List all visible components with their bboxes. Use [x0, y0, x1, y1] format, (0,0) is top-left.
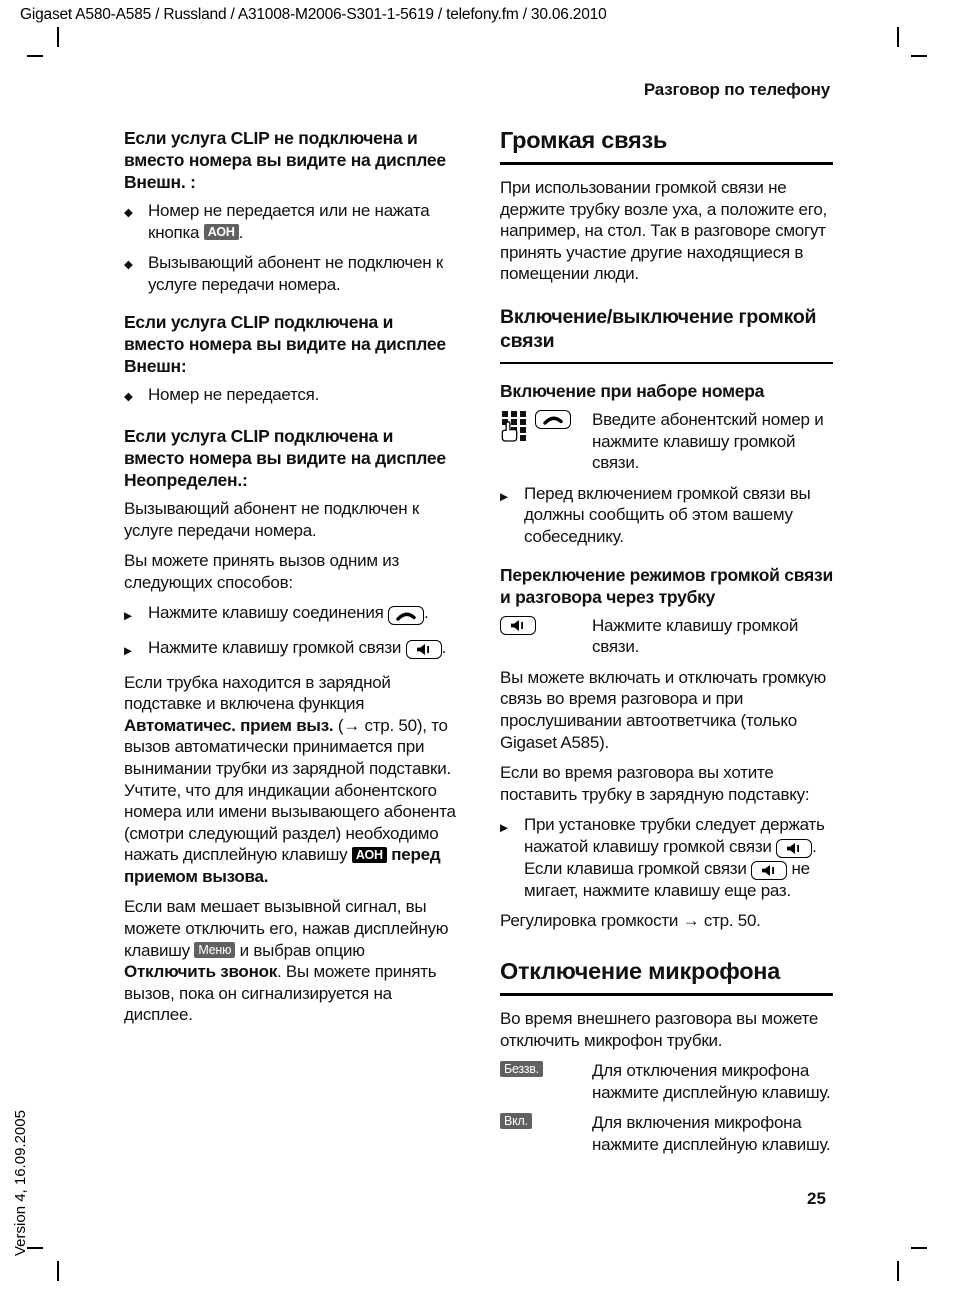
crop-mark [911, 1247, 927, 1249]
instruction-row [500, 615, 833, 658]
step-text: Перед включением громкой связи вы должны сообщить об этом вашему собеседнику. [524, 483, 811, 546]
paragraph: Вызывающий абонент не подключен к услуге передачи номера. [124, 498, 420, 540]
list-item-text: Номер не передается или не нажата кнопка АОН . [148, 201, 430, 242]
instruction-text: Введите абонентский номер и нажмите клавишу громкой связи. [592, 409, 824, 473]
paragraph-auto-answer: Если трубка находится в зарядной подставке и включена функция Автоматичес. прием выз. (→ стр. 50), то вызов автоматически принимается при вынимании трубки из зарядной подставки. Учтите, что для индикации абонентского номера или имени вызывающего абонента (смотри следующий раздел) необходимо нажать дисплейную клавишу АОН перед приемом вызова. [124, 672, 456, 886]
step-item [500, 814, 833, 901]
heading-clip-not-enabled: Если услуга CLIP не подключена и вместо номера вы видите на дисплее Внешн. : [124, 128, 446, 192]
paragraph: Во время внешнего разговора вы можете отключить микрофон трубки. [500, 1009, 819, 1050]
section-title-speakerphone: Громкая связь [500, 127, 833, 165]
step-item [124, 602, 457, 628]
step-text: Нажмите клавишу громкой связи . [148, 637, 447, 657]
crop-mark [897, 1261, 899, 1281]
instruction-text: Нажмите клавишу громкой связи. [592, 615, 799, 657]
mute-softkey: Беззв. [500, 1061, 543, 1077]
heading-clip-enabled-extern: Если услуга CLIP подключена и вместо номера вы видите на дисплее Внешн: [124, 312, 446, 377]
paragraph-ring-off: Если вам мешает вызывной сигнал, вы можете отключить его, нажав дисплейную клавишу Меню и выбрав опцию Отключить звонок. Вы можете принять вызов, пока он сигнализируется на дисплее. [124, 897, 449, 1025]
bold-text: перед приемом вызова. [124, 845, 441, 886]
diamond-bullet-icon: ◆ [124, 391, 133, 404]
menu-softkey: Меню [194, 942, 235, 958]
paragraph: Вы можете принять вызов одним из следующих способов: [124, 551, 400, 592]
step-item [124, 637, 457, 663]
instruction-row [500, 409, 833, 474]
aon-softkey: АОН [204, 224, 239, 240]
aon-softkey-inverted: АОН [352, 847, 387, 863]
diamond-bullet-icon: ◆ [124, 259, 133, 272]
instruction-text: Для включения микрофона нажмите дисплейную клавишу. [592, 1113, 831, 1155]
speaker-key-icon [751, 861, 787, 880]
heading-enable-while-dialing: Включение при наборе номера [500, 380, 765, 401]
section-title-mic-off: Отключение микрофона [500, 958, 833, 996]
step-item [500, 483, 833, 548]
list-item [124, 384, 457, 409]
instruction-icons [500, 409, 592, 474]
crop-mark [911, 55, 927, 57]
instruction-icons [500, 1112, 592, 1155]
version-label: Version 4, 16.09.2005 [12, 1110, 29, 1256]
keypad-icon [500, 410, 528, 448]
paragraph: Вы можете включать и отключать громкую связь во время разговора и при прослушивании автоответчика (только Gigaset A585). [500, 667, 827, 752]
chapter-label: Разговор по телефону [643, 80, 830, 99]
arrow-bullet-icon: ▶ [500, 490, 508, 503]
crop-mark [897, 27, 899, 47]
instruction-text: Для отключения микрофона нажмите дисплейную клавишу. [592, 1061, 831, 1102]
crop-mark [27, 55, 43, 57]
paragraph: Если во время разговора вы хотите поставить трубку в зарядную подставку: [500, 763, 810, 804]
instruction-row [500, 1112, 833, 1155]
right-column [500, 127, 833, 1165]
arrow-bullet-icon: ▶ [500, 822, 508, 835]
arrow-bullet-icon: ▶ [124, 610, 132, 623]
list-item [124, 252, 457, 295]
instruction-icons [500, 615, 592, 658]
speaker-key-icon [406, 640, 442, 659]
crop-mark [57, 1261, 59, 1281]
document-header: Gigaset A580-A585 / Russland / A31008-M2006-S301-1-5619 / telefony.fm / 30.06.2010 [20, 6, 607, 23]
bold-text: Отключить звонок [124, 962, 277, 982]
page-number: 25 [807, 1189, 826, 1208]
speaker-key-icon [500, 616, 536, 635]
heading-clip-enabled-unknown: Если услуга CLIP подключена и вместо номера вы видите на дисплее Неопределен.: [124, 425, 446, 490]
step-text: При установке трубки следует держать нажатой клавишу громкой связи . Если клавиша громкой связи не мигает, нажмите клавишу еще раз. [524, 815, 825, 900]
subsection-title-toggle: Включение/выключение громкой связи [500, 305, 833, 364]
crop-mark [57, 27, 59, 47]
talk-key-icon [535, 410, 571, 429]
paragraph-volume-ref: Регулировка громкости → стр. 50. [500, 911, 761, 931]
left-column [124, 127, 457, 1035]
arrow-bullet-icon: ▶ [124, 644, 132, 657]
crop-mark [27, 1247, 43, 1249]
list-item-text: Номер не передается. [148, 385, 320, 405]
speaker-key-icon [776, 839, 812, 858]
list-item-text: Вызывающий абонент не подключен к услуге передачи номера. [148, 253, 444, 294]
page-ref-arrow-icon: → [343, 715, 361, 735]
step-text: Нажмите клавишу соединения . [148, 602, 457, 628]
mic-on-softkey: Вкл. [500, 1113, 532, 1129]
heading-switch-modes: Переключение режимов громкой связи и разговора через трубку [500, 564, 833, 607]
page-ref-arrow-icon: → [682, 911, 700, 931]
instruction-row [500, 1060, 833, 1103]
diamond-bullet-icon: ◆ [124, 207, 133, 219]
instruction-icons [500, 1060, 592, 1103]
list-item [124, 200, 457, 243]
paragraph: При использовании громкой связи не держите трубку возле уха, а положите его, например, на стол. Так в разговоре смогут принять участие другие находящиеся в помещении люди. [500, 178, 828, 284]
talk-key-icon [388, 606, 424, 625]
bold-text: Автоматичес. прием выз. [124, 715, 334, 735]
